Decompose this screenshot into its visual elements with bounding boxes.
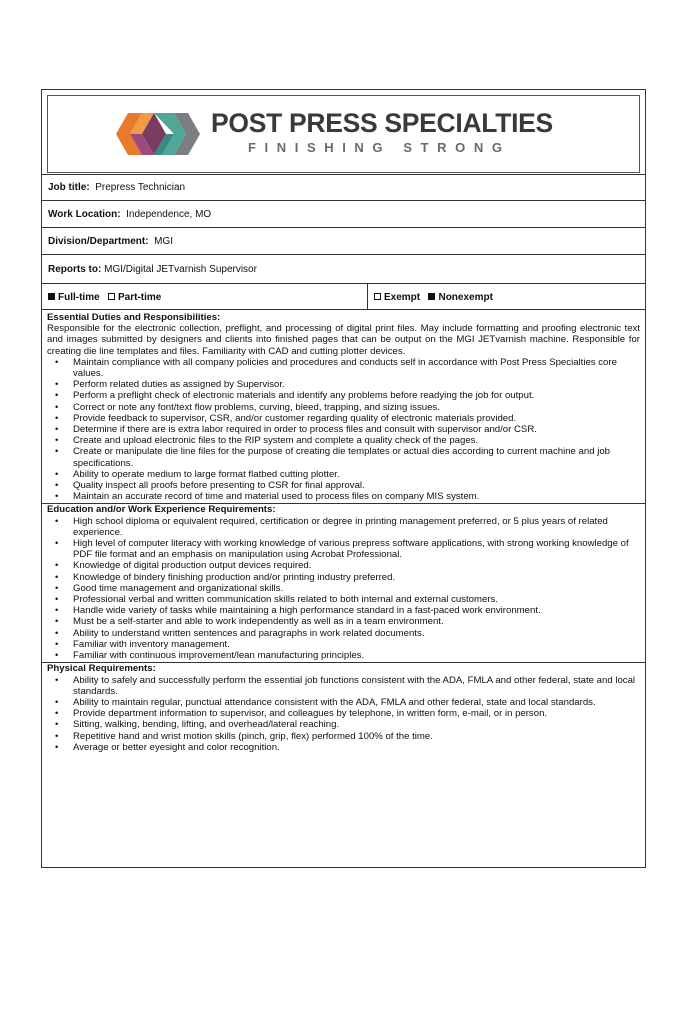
- list-item: • Average or better eyesight and color recognition.: [73, 742, 640, 753]
- list-item: • Perform a preflight check of electronic materials and identify any problems before readying the job for output.: [73, 390, 640, 401]
- list-item: • Handle wide variety of tasks while maintaining a high performance standard in a fast-paced work environment.: [73, 605, 640, 616]
- list-item: • Must be a self-starter and able to work independently as well as in a team environment.: [73, 616, 640, 627]
- list-item: • Perform related duties as assigned by Supervisor.: [73, 379, 640, 390]
- list-item: • Determine if there are is extra labor required in order to process files and consult with supervisor and/or CSR.: [73, 424, 640, 435]
- list-item: • Ability to safely and successfully perform the essential job functions consistent with the ADA, FMLA and other federal, state and local standards.: [73, 675, 640, 697]
- logo-header: [47, 95, 640, 173]
- list-item: • Sitting, walking, bending, lifting, and overhead/lateral reaching.: [73, 719, 640, 730]
- list-item: • Correct or note any font/text flow problems, curving, bleed, trapping, and sizing issues.: [73, 402, 640, 413]
- list-item: • Repetitive hand and wrist motion skills (pinch, grip, flex) performed 100% of the time.: [73, 731, 640, 742]
- list-item: • Knowledge of bindery finishing production and/or printing industry preferred.: [73, 572, 640, 583]
- list-item: • Good time management and organizational skills.: [73, 583, 640, 594]
- nonexempt-label: Nonexempt: [438, 292, 493, 303]
- duties-intro: Responsible for the electronic collection, preflight, and processing of digital print files. May include formatting and proofing electronic text and images submitted by designers and clients into finished pages that can be output on the MGI JETvarnish machine. Responsible for creating die line templates and files. Familiarity with CAD and cutting plotter devices.: [47, 323, 640, 357]
- fulltime-label: Full-time: [58, 292, 100, 303]
- work-location-value: Independence, MO: [126, 209, 212, 220]
- list-item: • Create or manipulate die line files for the purpose of creating die templates or actual dies according to current machine and job specifications.: [73, 446, 640, 468]
- list-item: • Ability to operate medium to large format flatbed cutting plotter.: [73, 469, 640, 480]
- job-description-body: [47, 312, 640, 753]
- division-value: MGI: [154, 236, 174, 247]
- list-item: • Ability to maintain regular, punctual attendance consistent with the ADA, FMLA and other federal, state and local standards.: [73, 697, 640, 708]
- parttime-label: Part-time: [118, 292, 162, 303]
- reports-to-label: Reports to:: [48, 264, 102, 275]
- list-item: • Provide feedback to supervisor, CSR, and/or customer regarding quality of electronic materials provided.: [73, 413, 640, 424]
- ppm-hexagon-logo-icon: [114, 101, 202, 167]
- job-title-label: Job title:: [48, 182, 90, 193]
- division-row: [42, 227, 645, 254]
- list-item: • Maintain compliance with all company policies and procedures and conducts self in accordance with Post Press Specialties core values.: [73, 357, 640, 379]
- education-heading: Education and/or Work Experience Requirements:: [47, 504, 276, 516]
- list-item: • Provide department information to supervisor, and colleagues by telephone, in written form, e-mail, or in person.: [73, 708, 640, 719]
- list-item: • High level of computer literacy with working knowledge of various prepress software applications, with strong working knowledge of PDF file format and an emphasis on manipulation using Acrobat Professional.: [73, 538, 640, 560]
- list-item: • Quality inspect all proofs before presenting to CSR for final approval.: [73, 480, 640, 491]
- company-name: POST PRESS SPECIALTIES: [211, 108, 553, 138]
- list-item: • High school diploma or equivalent required, certification or degree in printing management preferred, or 5 plus years of related experience.: [73, 516, 640, 538]
- physical-heading: Physical Requirements:: [47, 663, 156, 675]
- company-tagline: FINISHING STRONG: [248, 140, 511, 155]
- duties-list: [47, 357, 640, 503]
- duties-heading: Essential Duties and Responsibilities:: [47, 312, 221, 323]
- list-item: • Knowledge of digital production output devices required.: [73, 560, 640, 571]
- exemption-status: [367, 284, 493, 309]
- list-item: • Familiar with continuous improvement/lean manufacturing principles.: [73, 650, 640, 661]
- reports-to-value: MGI/Digital JETvarnish Supervisor: [104, 264, 257, 275]
- exempt-label: Exempt: [384, 292, 421, 303]
- nonexempt-checkbox: [428, 293, 435, 300]
- list-item: • Maintain an accurate record of time and material used to process files on company MIS system.: [73, 491, 640, 502]
- fulltime-checkbox: [48, 293, 55, 300]
- job-description-document: [41, 89, 646, 868]
- list-item: • Familiar with inventory management.: [73, 639, 640, 650]
- work-location-row: [42, 200, 645, 227]
- physical-list: [47, 675, 640, 753]
- list-item: • Professional verbal and written communication skills related to both internal and external customers.: [73, 594, 640, 605]
- exempt-checkbox: [374, 293, 381, 300]
- employment-status-row: [42, 283, 645, 310]
- list-item: • Ability to understand written sentences and paragraphs in work related documents.: [73, 628, 640, 639]
- list-item: • Create and upload electronic files to the RIP system and complete a quality check of the pages.: [73, 435, 640, 446]
- job-title-value: Prepress Technician: [95, 182, 186, 193]
- parttime-checkbox: [108, 293, 115, 300]
- reports-to-row: [42, 254, 645, 283]
- division-label: Division/Department:: [48, 236, 149, 247]
- job-title-row: [42, 174, 645, 200]
- work-location-label: Work Location:: [48, 209, 121, 220]
- education-list: [47, 516, 640, 662]
